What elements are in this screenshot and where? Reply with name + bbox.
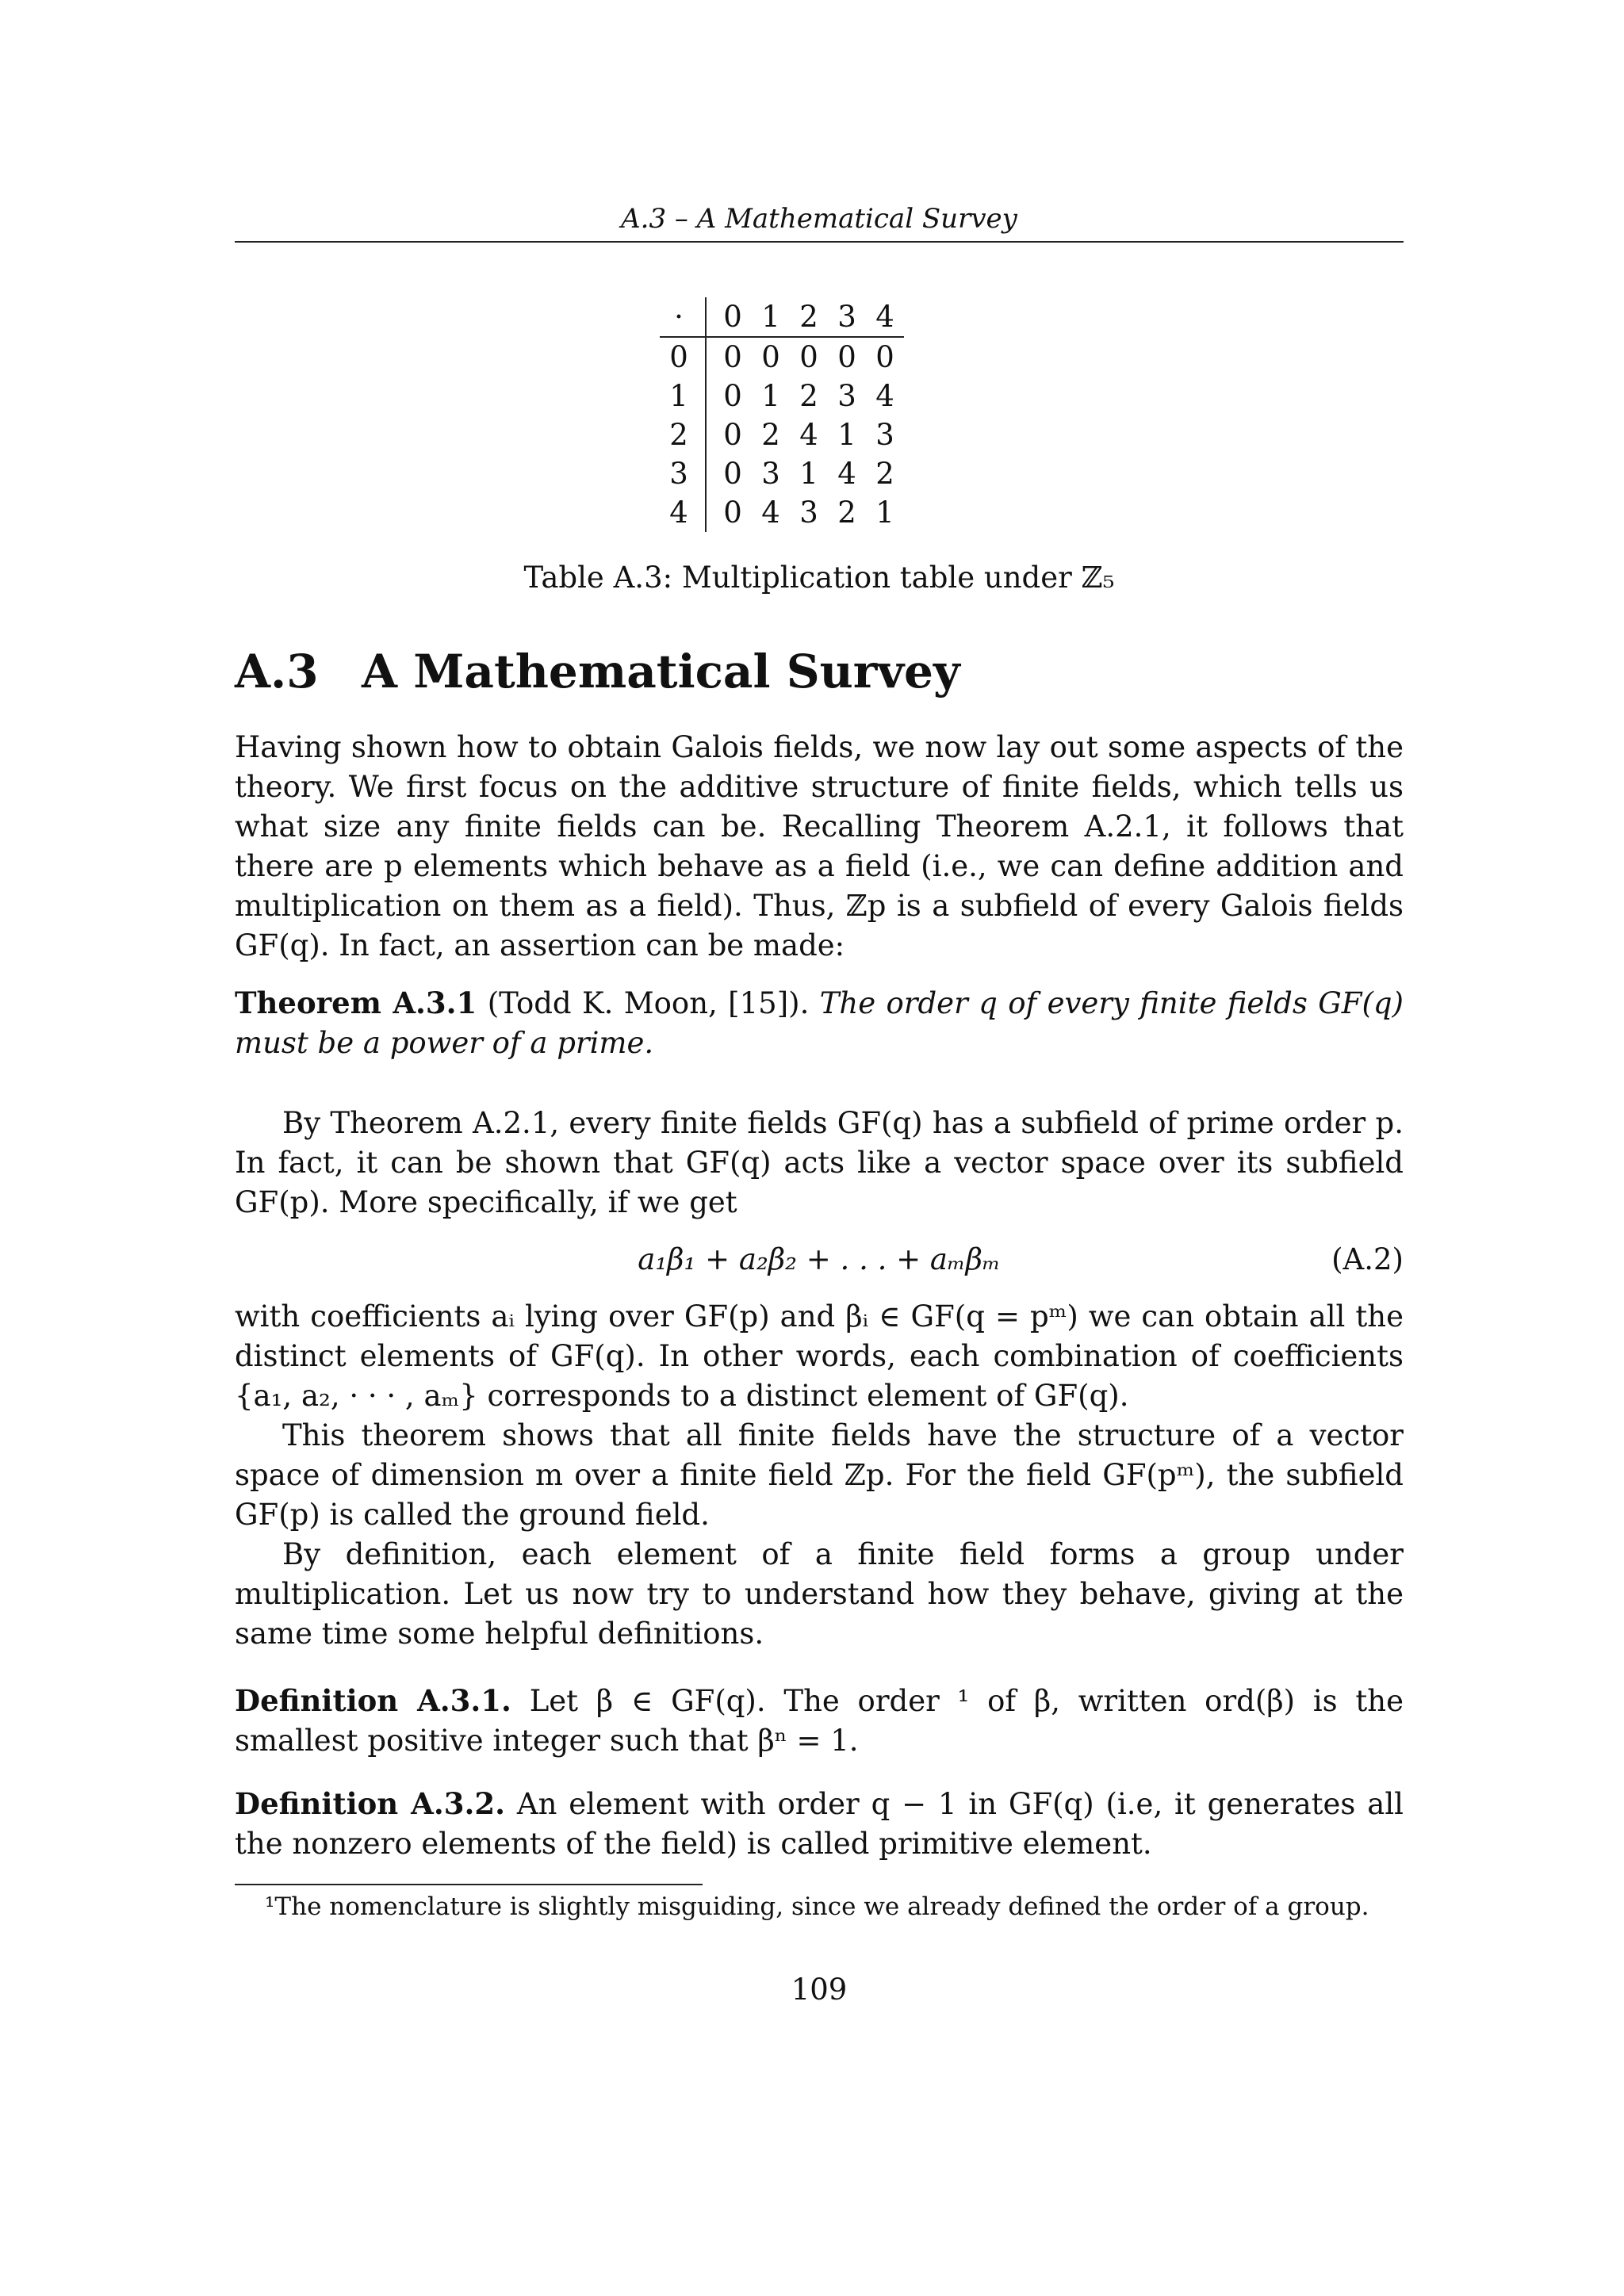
table-cell: 2 [837,496,856,530]
definition-text: Let β ∈ GF(q). The order ¹ of β, written ord(β) is the smallest positive integer such that βⁿ = 1. [235,1684,1404,1758]
table-col-header: 4 [866,297,904,337]
table-corner: · [660,297,706,337]
paragraph-body [235,1297,1404,1654]
equation-a2 [235,1238,1404,1281]
table-row [660,415,904,454]
table-row-header: 0 [660,337,706,377]
table-col-header: 3 [828,297,866,337]
table-row-header: 3 [660,454,706,493]
paragraph-subfield [235,1104,1404,1223]
theorem-statement: The order q of every finite fields GF(q) must be a power of a prime. [235,986,1404,1060]
table-cell: 3 [875,418,894,452]
section-heading [235,644,960,699]
paragraph-text: Having shown how to obtain Galois fields, we now lay out some aspects of the theory. We first focus on the additive structure of finite fields, which tells us what size any finite fields can be. Recalling Theorem A.2.1, it follows that there are p elements which behave as a field (i.e., we can define addition and multiplication on them as a field). Thus, ℤp is a subfield of every Galois fields GF(q). In fact, an assertion can be made: [235,730,1404,962]
table-caption: Table A.3: Multiplication table under ℤ₅ [523,561,1115,595]
table-col-header: 2 [790,297,828,337]
equation-body: a₁β₁ + a₂β₂ + . . . + aₘβₘ [638,1242,1001,1276]
table-cell: 4 [761,496,780,530]
table-row-header: 2 [660,415,706,454]
table-col-header: 1 [752,297,790,337]
table-cell: 1 [875,496,894,530]
header-rule [235,241,1404,243]
table-cell: 0 [799,340,818,374]
table-cell: 0 [723,418,742,452]
table-cell: 0 [723,457,742,491]
footnote-rule [235,1884,703,1885]
table-cell: 3 [837,379,856,413]
definition-text: An element with order q − 1 in GF(q) (i.e, it generates all the nonzero elements of the field) is called primitive element. [235,1787,1404,1861]
table-row-header: 4 [660,493,706,532]
table-cell: 3 [799,496,818,530]
table-cell: 4 [837,457,856,491]
running-head: A.3 – A Mathematical Survey [621,203,1017,235]
paragraph-text: By definition, each element of a finite field forms a group under multiplication. Let us now try to understand how they behave, giving at the same time some helpful definitions. [235,1537,1404,1651]
paragraph-text: By Theorem A.2.1, every finite fields GF(q) has a subfield of prime order p. In fact, it can be shown that GF(q) acts like a vector space over its subfield GF(p). More specifically, if we get [235,1106,1404,1219]
definition-primitive [235,1784,1404,1864]
table-cell: 1 [761,379,780,413]
page-number: 109 [791,1973,848,2007]
table-cell: 4 [799,418,818,452]
theorem [235,983,1404,1063]
definition [235,1681,1404,1761]
table-cell: 4 [875,379,894,413]
definition-order [235,1681,1404,1761]
table-cell: 0 [761,340,780,374]
table-header-row [660,297,904,337]
table-cell: 0 [875,340,894,374]
table-row [660,493,904,532]
theorem-block [235,983,1404,1063]
table-row [660,337,904,377]
section-number: A.3 [235,645,319,698]
table-row [660,454,904,493]
definition [235,1784,1404,1864]
footnote: ¹The nomenclature is slightly misguiding, since we already defined the order of a group. [265,1892,1369,1921]
table-cell: 0 [723,340,742,374]
definition-label: Definition A.3.2. [235,1786,506,1821]
table-row [660,377,904,415]
paragraph-intro [235,728,1404,966]
table-cell: 0 [723,379,742,413]
theorem-label: Theorem A.3.1 [235,985,477,1020]
table-cell: 0 [837,340,856,374]
table-cell: 2 [875,457,894,491]
definition-label: Definition A.3.1. [235,1683,511,1718]
equation-number: (A.2) [1331,1242,1404,1276]
multiplication-table [660,297,904,532]
page [235,0,1404,2296]
table-cell: 1 [837,418,856,452]
table-cell: 2 [799,379,818,413]
table-row-header: 1 [660,377,706,415]
section-title: A Mathematical Survey [362,645,960,698]
table-cell: 3 [761,457,780,491]
table-cell: 1 [799,457,818,491]
table-cell: 0 [723,496,742,530]
paragraph-text: This theorem shows that all finite fields have the structure of a vector space of dimension m over a finite field ℤp. For the field GF(pᵐ), the subfield GF(p) is called the ground field. [235,1418,1404,1532]
paragraph-text: with coefficients aᵢ lying over GF(p) and βᵢ ∈ GF(q = pᵐ) we can obtain all the distinct elements of GF(q). In other words, each combination of coefficients {a₁, a₂, · · · , aₘ} corresponds to a distinct element of GF(q). [235,1299,1404,1413]
table-cell: 2 [761,418,780,452]
theorem-attribution: (Todd K. Moon, [15]). [487,986,810,1020]
table-col-header: 0 [706,297,752,337]
